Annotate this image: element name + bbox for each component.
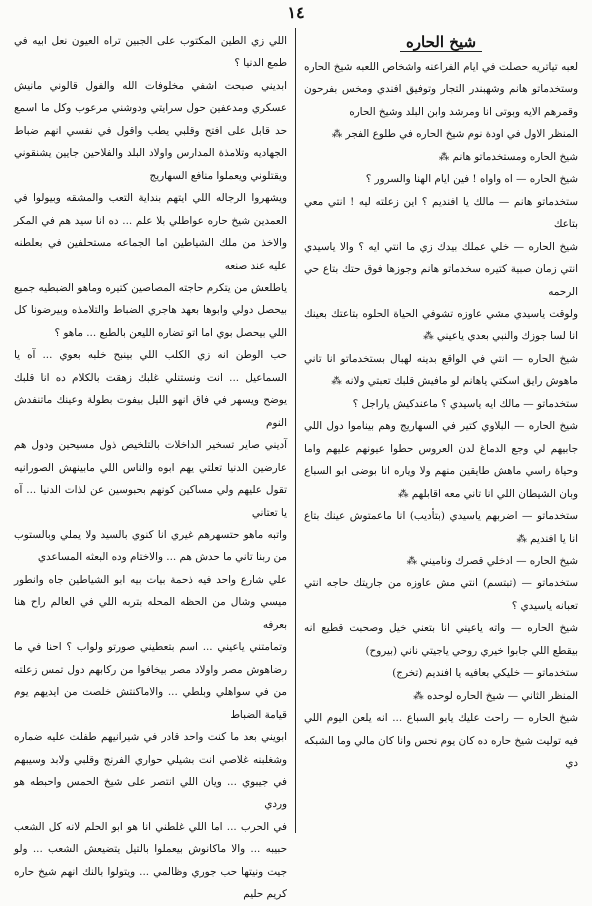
- scene-heading: المنظر الاول في اودة نوم شيخ الحاره في طلوع الفجر ⁂: [331, 128, 578, 141]
- scene-heading: المنظر الثاني — شيخ الحاره لوحده ⁂: [413, 689, 578, 702]
- dialogue-line: ستخدماتو — اضربهم ياسيدي (بتأديب) انا ماعمتوش عينك بتاع انا يا افنديم ⁂: [304, 510, 578, 545]
- paragraph: ابويني بعد ما كنت واحد قادر في شيرانيهم طفلت عليه ضماره وشغلبنه غلاصي انت بشيلي حواري الفرنج وقلبي ولابد وسيبهم في جيبوي ... ويان اللي انتصر على شيخ الحمس واحبطه هو وردي: [14, 731, 287, 811]
- dialogue-line: شيخ الحاره — البلاوي كتير في السهاريج وهم بيناموا دول اللي جابيهم لي وجع الدماغ لدن العروس حطوا عيونهم عليهم واما وحياة راسي ماهش طايقين منهم ولا وياره انا بوضى ابو السباع وبان الشيطان اللي انا تاني معه اقابلهم ⁂: [304, 420, 578, 500]
- play-title-text: شيخ الحاره: [400, 33, 482, 52]
- paragraph: آديني صاير تسخير الداخلات بالتلخيص ذول مسيحين ودول هم عارضين الدنيا تعلتي يهم ابوه والناس اللي مابينهش الصورانيه تقول عليهم ولي مساكين كونهم بحبوسين عن لذات الدنيا ... آه يا تعتاني: [14, 439, 287, 519]
- play-title: [304, 30, 578, 54]
- dialogue-line: ستخدماتو هانم — مالك يا افنديم ؟ اين زعلته ليه ! انتي معي بتاعك: [304, 195, 578, 231]
- dialogue-line: شيخ الحاره — خلي عملك بيدك زي ما انتي ايه ؟ والا ياسيدي انتي زمان صبية كتيره سخدماتو هانم وجوزها فوق حتك بتاع حي الرحمه: [304, 240, 578, 298]
- paragraph: حب الوطن انه زي الكلب اللي بينبح خلبه بعوي ... آه يا السماعيل ... انت ونستنلي غلبك زهقت بالكلام ده انا قلبك يوضح ويسهر في فاق انهو الليل بيفوت بطولة وعينك ماتنفدش النوم: [14, 349, 287, 429]
- dialogue-line: شيخ الحاره — انتي في الواقع بدينه لهبال بستخدماتو انا تاني ماهوش رايق اسكتي ياهانم لو مافيش قلبك تعبتي ولانه ⁂: [304, 352, 578, 388]
- dialogue-line: ستخدماتو — (تبتسم) انتي مش عاوزه من جاريتك حاجه انتي تعبانه ياسيدي ؟: [304, 577, 578, 612]
- dialogue-line: ستخدماتو — مالك ايه ياسيدي ؟ ماعندكيش ياراجل ؟: [352, 397, 578, 410]
- page-number: ١٤: [287, 3, 305, 22]
- paragraph: ويشهروا الرجاله اللي ايتهم بنداية التعب والمشقه وبيولوا في العمدين شيخ حاره عواطلي بلا علم ... ده انا سيد هم في المكر والاخذ من ملك الشياطين اما الجماعه مستحلفين في بعلطنه عليه عند صنعه: [14, 192, 287, 272]
- column-divider: [295, 28, 296, 833]
- dialogue-line: ولوقت ياسيدي مشي عاوزه تشوفي الحياة الحلوه بتاعتك بعينك انا لسا جوزك والنبي بعدي ياعيني ⁂: [304, 307, 578, 343]
- dialogue-line: ستخدماتو — خليكي بعافيه يا افنديم (تخرج): [392, 667, 578, 680]
- characters-line: شيخ الحاره ومستخدماتو هانم ⁂: [438, 150, 578, 163]
- dialogue-line: شيخ الحاره — اه واواه ! فين ايام الهنا والسرور ؟: [365, 173, 578, 186]
- paragraph: ياطلعش من يتكرم حاجته المصاصين كتيره وماهو الضبطيه جميع بيحصل دولي وابوها بعهد هاجري الضباط والتلامذه وبيرضونا كل اللي بيحصل بوي اما اتو تضاره الليعن بالطبع ... ماهو ؟: [14, 281, 287, 339]
- dialogue-line: شيخ الحاره — واته ياعيني انا بتعني خيل وصحبت قطيع انه بيقطع اللي جابوا خيري روحي ياجيتي ناني (بيروح): [304, 622, 578, 657]
- paragraph: لعبه تياتريه حصلت في ايام الفراعنه واشخاص اللعبه شيخ الحاره وستخدماتو هانم وشهبندر التجار وتوفيق افندي ومخس بفرحون وقمرهم الايه وبوتى انا ومرشد وابن البلد وشيخ الحاره: [304, 61, 578, 118]
- right-column: [304, 30, 578, 830]
- paragraph: واتبه ماهو حتسهرهم غيري انا كنوي بالسيد ولا يملي وبالستوب من ربنا تاني ما حدش هم ... والاختام وده البعثه المساعدي: [14, 528, 287, 564]
- paragraph: ابديني صبحت اشفي مخلوفات الله والفول قالوني مانيش عسكري ومدعفين حول سرايتي ودوشني مرعوب وكل ما اسمع حد قابل على افتح وقلبي يطب واقول في نفسي انهم ضباط الجهاديه وتلامذة المدارس واولاد البلد والفلاحين جايين يشنقوني ويقتلوني ويعملوا منافع السهاريج: [14, 79, 287, 182]
- paragraph: اللي زي الطين المكتوب على الجبين تراه العيون نعل ابيه في طمع الدنيا ؟: [14, 35, 287, 70]
- paragraph: علي شارع واحد فيه ذحمة بيات بيه ابو الشياطين جاه وانطور ميسي وشال من الحظه المحله بتربه اللي في العالم راح هنا بعرفه: [14, 573, 287, 631]
- dialogue-line: شيخ الحاره — ادخلي قصرك وناميني ⁂: [406, 554, 578, 567]
- left-column: [14, 30, 287, 901]
- paragraph: وتمامتني ياعيني ... اسم بتعطيني صورتو ولواب ؟ احنا في ما رضاهوش مصر واولاد مصر بيخافوا من ركابهم دول تمس زعلته من في سواهلي وبلطي ... والاماكنتش خلصت من ايديهم يوم قيامة الضباط: [14, 641, 287, 721]
- dialogue-line: شيخ الحاره — راحت عليك يابو السباع ... انه يلعن اليوم اللي فيه توليت شيخ حاره ده كان يوم نحس وانا كان مالي وما الشبكه دي: [304, 712, 578, 770]
- paragraph: في الحرب ... اما اللي غلطني انا هو ابو الحلم لانه كل الشعب حبيبه ... والا ماكانوش بيعملوا بالتيل يتضيعش الشعب ... ولو جيت ونيتها حب جوري وظالمي ... ويتولوا بالنك انهم شيخ حاره كريم حليم: [14, 820, 287, 901]
